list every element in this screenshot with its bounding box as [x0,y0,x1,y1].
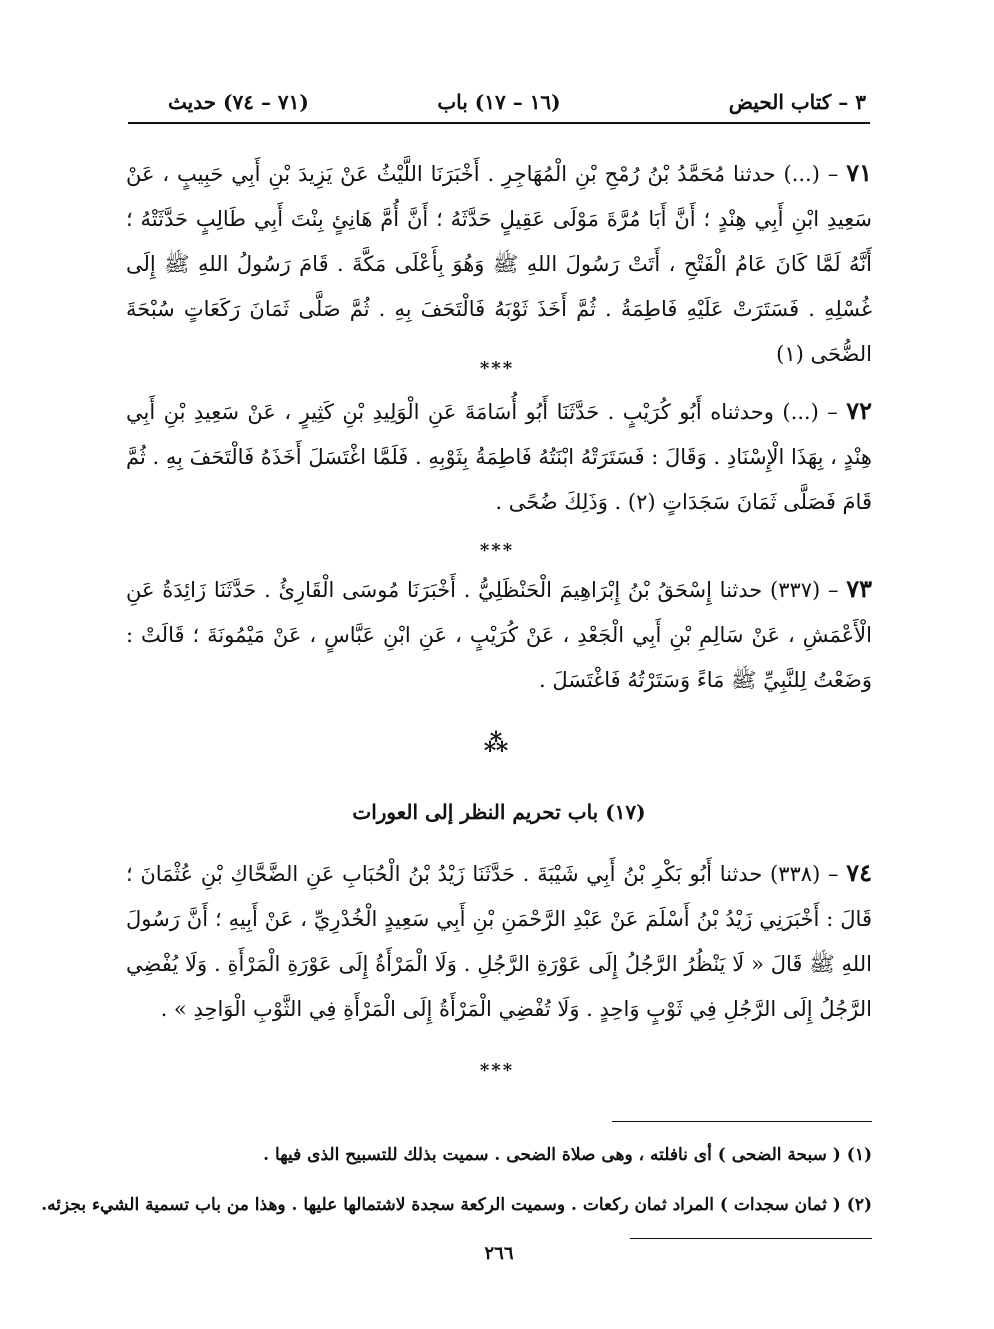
footnote-2: (٢) ( ثمان سجدات ) المراد ثمان ركعات . وسميت الركعة سجدة لاشتمالها عليها . وهذا من باب تسمية الشيء بجزئه. [41,1195,872,1215]
page-number-divider [630,1238,872,1239]
hadith-number: ٧٤ [846,858,872,887]
hadith-number: ٧٣ [846,574,872,603]
chapter-heading: (١٧) باب تحريم النظر إلى العورات [352,800,646,824]
chapter-end-ornament: ⁂ [483,728,511,757]
footnote-1: (١) ( سبحة الضحى ) أى نافلته ، وهى صلاة الضحى . سميت بذلك للتسبيح الذى فيها . [263,1145,872,1165]
running-header [128,86,870,124]
hadith-72: ٧٢ – (...) وحدثناه أَبُو كُرَيْبٍ . حَدَّثَنَا أَبُو أُسَامَةَ عَنِ الْوَلِيدِ بْنِ كَثِيرٍ ، عَنْ سَعِيدِ بْنِ أَبِي هِنْدٍ ، بِهَذَا الْإِسْنَادِ . وَقَالَ : فَسَتَرَتْهُ ابْنَتُهُ فَاطِمَةُ بِثَوْبِهِ . فَلَمَّا اغْتَسَلَ أَخَذَهُ فَالْتَحَفَ بِهِ . ثُمَّ قَامَ فَصَلَّى ثَمَانَ سَجَدَاتٍ (٢) . وَذَلِكَ ضُحًى . [126,396,872,514]
hadith-text: حدثنا مُحَمَّدُ بْنُ رُمْحِ بْنِ الْمُهَاجِرِ . أَخْبَرَنَا اللَّيْثُ عَنْ يَزِيدَ بْنِ أَبِي حَبِيبٍ ، عَنْ سَعِيدِ ابْنِ أَبِي هِنْدٍ ؛ أَنَّ أَبَا مُرَّةَ مَوْلَى عَقِيلٍ حَدَّثَهُ ؛ أَنَّ أُمَّ هَانِئٍ بِنْتَ أَبِي طَالِبٍ حَدَّثَتْهُ ؛ أَنَّهُ لَمَّا كَانَ عَامُ الْفَتْحِ ، أَتَتْ رَسُولَ اللهِ ﷺ وَهُوَ بِأَعْلَى مَكَّةَ . قَامَ رَسُولُ اللهِ ﷺ إِلَى غُسْلِهِ . فَسَتَرَتْ عَلَيْهِ فَاطِمَةُ . ثُمَّ أَخَذَ ثَوْبَهُ فَالْتَحَفَ بِهِ . ثُمَّ صَلَّى ثَمَانَ رَكَعَاتٍ سُبْحَةَ الضُّحَى (١) [126,162,872,366]
separator-stars: *** [479,1060,515,1081]
header-book-title: ٣ – كتاب الحيض [728,90,866,114]
hadith-reference: (٣٣٨) [770,862,821,886]
hadith-text: حدثنا أَبُو بَكْرِ بْنُ أَبِي شَيْبَةَ . حَدَّثَنَا زَيْدُ بْنُ الْحُبَابِ عَنِ الضَّحَّاكِ بْنِ عُثْمَانَ ؛ قَالَ : أَخْبَرَنِي زَيْدُ بْنُ أَسْلَمَ عَنْ عَبْدِ الرَّحْمَنِ بْنِ أَبِي سَعِيدٍ الْخُدْرِيِّ ، عَنْ أَبِيهِ ؛ أَنَّ رَسُولَ اللهِ ﷺ قَالَ « لَا يَنْظُرُ الرَّجُلُ إِلَى عَوْرَةِ الرَّجُلِ . وَلَا الْمَرْأَةُ إِلَى عَوْرَةِ الْمَرْأَةِ . وَلَا يُفْضِي الرَّجُلُ إِلَى الرَّجُلِ فِي ثَوْبٍ وَاحِدٍ . وَلَا تُفْضِي الْمَرْأَةُ إِلَى الْمَرْأَةِ فِي الثَّوْبِ الْوَاحِدِ » . [126,862,872,1021]
hadith-number: ٧١ [846,158,872,187]
hadith-number: ٧٢ [846,396,872,425]
header-chapter-range: (١٦ – ١٧) باب [437,90,561,114]
hadith-73: ٧٣ – (٣٣٧) حدثنا إِسْحَقُ بْنُ إِبْرَاهِيمَ الْحَنْظَلِيُّ . أَخْبَرَنَا مُوسَى الْقَارِئُ . حَدَّثَنَا زَائِدَةُ عَنِ الْأَعْمَشِ ، عَنْ سَالِمِ بْنِ أَبِي الْجَعْدِ ، عَنْ كُرَيْبٍ ، عَنِ ابْنِ عَبَّاسٍ ، عَنْ مَيْمُونَةَ ؛ قَالَتْ : وَضَعْتُ لِلنَّبِيِّ ﷺ مَاءً وَسَتَرْتُهُ فَاغْتَسَلَ . [126,574,872,692]
separator-stars: *** [479,540,515,561]
hadith-text: وحدثناه أَبُو كُرَيْبٍ . حَدَّثَنَا أَبُو أُسَامَةَ عَنِ الْوَلِيدِ بْنِ كَثِيرٍ ، عَنْ سَعِيدِ بْنِ أَبِي هِنْدٍ ، بِهَذَا الْإِسْنَادِ . وَقَالَ : فَسَتَرَتْهُ ابْنَتُهُ فَاطِمَةُ بِثَوْبِهِ . فَلَمَّا اغْتَسَلَ أَخَذَهُ فَالْتَحَفَ بِهِ . ثُمَّ قَامَ فَصَلَّى ثَمَانَ سَجَدَاتٍ (٢) . وَذَلِكَ ضُحًى . [126,400,872,514]
footnote-divider [612,1121,872,1122]
hadith-reference: (٣٣٧) [770,578,821,602]
hadith-reference: (...) [783,162,820,186]
hadith-text: حدثنا إِسْحَقُ بْنُ إِبْرَاهِيمَ الْحَنْظَلِيُّ . أَخْبَرَنَا مُوسَى الْقَارِئُ . حَدَّثَنَا زَائِدَةُ عَنِ الْأَعْمَشِ ، عَنْ سَالِمِ بْنِ أَبِي الْجَعْدِ ، عَنْ كُرَيْبٍ ، عَنِ ابْنِ عَبَّاسٍ ، عَنْ مَيْمُونَةَ ؛ قَالَتْ : وَضَعْتُ لِلنَّبِيِّ ﷺ مَاءً وَسَتَرْتُهُ فَاغْتَسَلَ . [126,578,872,692]
separator-stars: *** [479,358,515,379]
header-hadith-range: (٧١ – ٧٤) حديث [168,90,309,114]
hadith-71: ٧١ – (...) حدثنا مُحَمَّدُ بْنُ رُمْحِ بْنِ الْمُهَاجِرِ . أَخْبَرَنَا اللَّيْثُ عَنْ يَزِيدَ بْنِ أَبِي حَبِيبٍ ، عَنْ سَعِيدِ ابْنِ أَبِي هِنْدٍ ؛ أَنَّ أَبَا مُرَّةَ مَوْلَى عَقِيلٍ حَدَّثَهُ ؛ أَنَّ أُمَّ هَانِئٍ بِنْتَ أَبِي طَالِبٍ حَدَّثَتْهُ ؛ أَنَّهُ لَمَّا كَانَ عَامُ الْفَتْحِ ، أَتَتْ رَسُولَ اللهِ ﷺ وَهُوَ بِأَعْلَى مَكَّةَ . قَامَ رَسُولُ اللهِ ﷺ إِلَى غُسْلِهِ . فَسَتَرَتْ عَلَيْهِ فَاطِمَةُ . ثُمَّ أَخَذَ ثَوْبَهُ فَالْتَحَفَ بِهِ . ثُمَّ صَلَّى ثَمَانَ رَكَعَاتٍ سُبْحَةَ الضُّحَى (١) [126,158,872,366]
hadith-reference: (...) [782,400,819,424]
page-number: ٢٦٦ [484,1243,514,1264]
hadith-74: ٧٤ – (٣٣٨) حدثنا أَبُو بَكْرِ بْنُ أَبِي شَيْبَةَ . حَدَّثَنَا زَيْدُ بْنُ الْحُبَابِ عَنِ الضَّحَّاكِ بْنِ عُثْمَانَ ؛ قَالَ : أَخْبَرَنِي زَيْدُ بْنُ أَسْلَمَ عَنْ عَبْدِ الرَّحْمَنِ بْنِ أَبِي سَعِيدٍ الْخُدْرِيِّ ، عَنْ أَبِيهِ ؛ أَنَّ رَسُولَ اللهِ ﷺ قَالَ « لَا يَنْظُرُ الرَّجُلُ إِلَى عَوْرَةِ الرَّجُلِ . وَلَا الْمَرْأَةُ إِلَى عَوْرَةِ الْمَرْأَةِ . وَلَا يُفْضِي الرَّجُلُ إِلَى الرَّجُلِ فِي ثَوْبٍ وَاحِدٍ . وَلَا تُفْضِي الْمَرْأَةُ إِلَى الْمَرْأَةِ فِي الثَّوْبِ الْوَاحِدِ » . [126,858,872,1021]
